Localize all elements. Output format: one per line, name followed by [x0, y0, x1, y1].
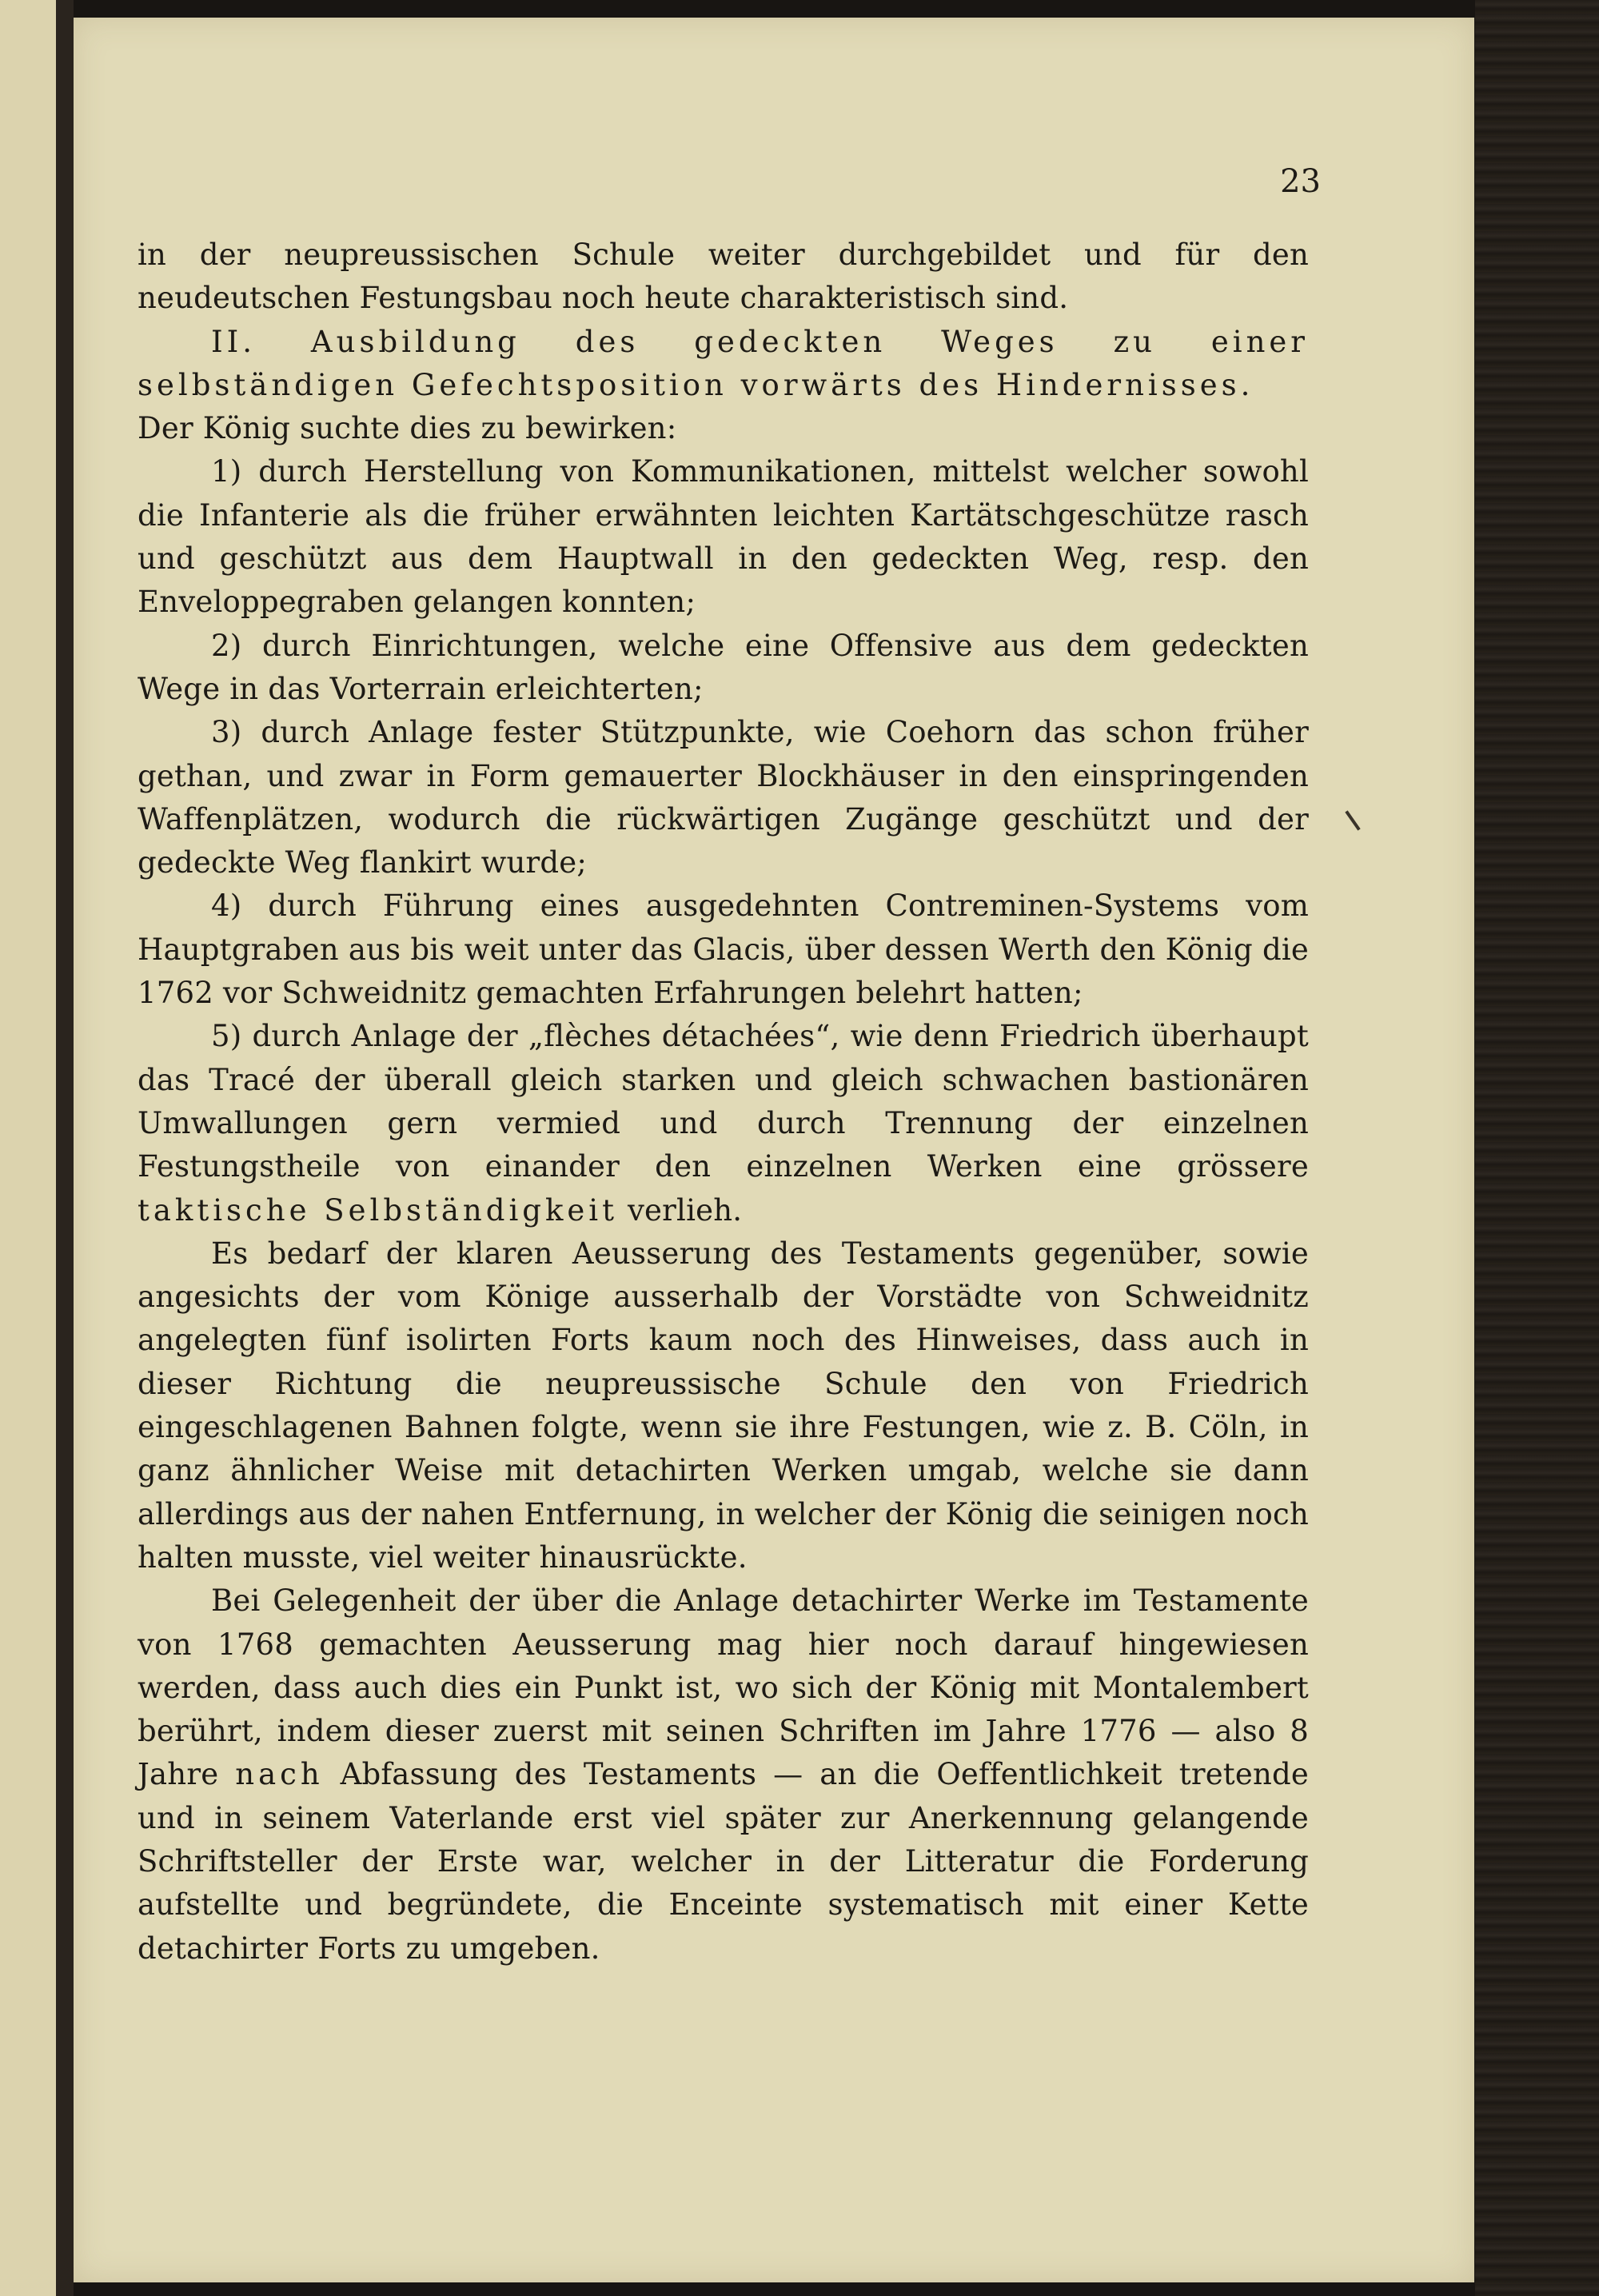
section-heading-paragraph [138, 321, 1309, 451]
book-cover-edge [1475, 0, 1599, 2296]
book-spine-shadow [56, 0, 74, 2296]
list-item-text: 4) durch Führung eines ausgedehnten Contreminen-Systems vom Hauptgraben aus bis weit unter das Glacis, über dessen Werth den König die 1762 vor Schweidnitz gemachten Erfahrungen belehrt hatten; [138, 888, 1309, 1011]
paragraph [138, 1232, 1309, 1579]
emphasized-phrase: taktische Selbständigkeit [138, 1192, 618, 1228]
emphasized-word: nach [235, 1757, 324, 1792]
list-item-text-end: verlieh. [617, 1192, 743, 1228]
list-item-text: 5) durch Anlage der „flèches détachées“, wie denn Friedrich überhaupt das Tracé der überall gleich starken und gleich schwachen bastionären Umwallungen gern vermied und durch Trennung der einzelnen Festungstheile von einander den einzelnen Werken eine grössere [138, 1019, 1309, 1184]
list-item-5 [138, 1015, 1309, 1232]
margin-mark [1345, 810, 1360, 830]
list-item-text: 2) durch Einrichtungen, welche eine Offensive aus dem gedeckten Wege in das Vorterrain erleichterten; [138, 628, 1309, 706]
paragraph-text: Bei Gelegenheit der über die Anlage detachirter Werke im Testamente von 1768 gemachten Aeusserung mag hier noch darauf hingewiesen werden, dass auch dies ein Punkt ist, wo sich der König mit Montalembert berührt, indem dieser zuerst mit seinen Schriften im Jahre 1776 — also 8 Jahre [138, 1583, 1309, 1792]
list-item-2 [138, 625, 1309, 712]
paragraph-text-end: Abfassung des Testaments — an die Oeffentlichkeit tretende und in seinem Vaterlande erst viel später zur Anerkennung gelangende Schriftsteller der Erste war, welcher in der Litteratur die Forderung aufstellte und begründete, die Enceinte systematisch mit einer Kette detachirter Forts zu umgeben. [138, 1757, 1309, 1966]
list-item-text: 1) durch Herstellung von Kommunikationen, mittelst welcher sowohl die Infanterie als die früher erwähnten leichten Kartätschgeschütze rasch und geschützt aus dem Hauptwall in den gedeckten Weg, resp. den Enveloppegraben gelangen konnten; [138, 454, 1309, 620]
page-body-text [138, 234, 1309, 1971]
list-item-4 [138, 884, 1309, 1015]
paragraph-text: Der König suchte dies zu bewirken: [138, 411, 677, 446]
previous-page-edge [0, 0, 56, 2296]
paragraph-continuation [138, 234, 1309, 321]
page-number: 23 [1280, 163, 1321, 200]
section-heading: II. Ausbildung des gedeckten Weges zu einer selbständigen Gefechtsposition vorwärts des Hindernisses. [138, 324, 1309, 402]
list-item-text: 3) durch Anlage fester Stützpunkte, wie Coehorn das schon früher gethan, und zwar in Form gemauerter Blockhäuser in den einspringenden Waffenplätzen, wodurch die rückwärtigen Zugänge geschützt und der gedeckte Weg flankirt wurde; [138, 715, 1309, 880]
book-page [74, 18, 1474, 2282]
paragraph-text: Es bedarf der klaren Aeusserung des Testaments gegenüber, sowie angesichts der vom Könige ausserhalb der Vorstädte von Schweidnitz angelegten fünf isolirten Forts kaum noch des Hinweises, dass auch in dieser Richtung die neupreussische Schule den von Friedrich eingeschlagenen Bahnen folgte, wenn sie ihre Festungen, wie z. B. Cöln, in ganz ähnlicher Weise mit detachirten Werken umgab, welche sie dann allerdings aus der nahen Entfernung, in welcher der König die seinigen noch halten musste, viel weiter hinausrückte. [138, 1236, 1309, 1575]
paragraph-text: in der neupreussischen Schule weiter durchgebildet und für den neudeutschen Festungsbau noch heute charakteristisch sind. [138, 238, 1309, 316]
list-item-3 [138, 711, 1309, 884]
list-item-1 [138, 450, 1309, 624]
paragraph [138, 1579, 1309, 1971]
